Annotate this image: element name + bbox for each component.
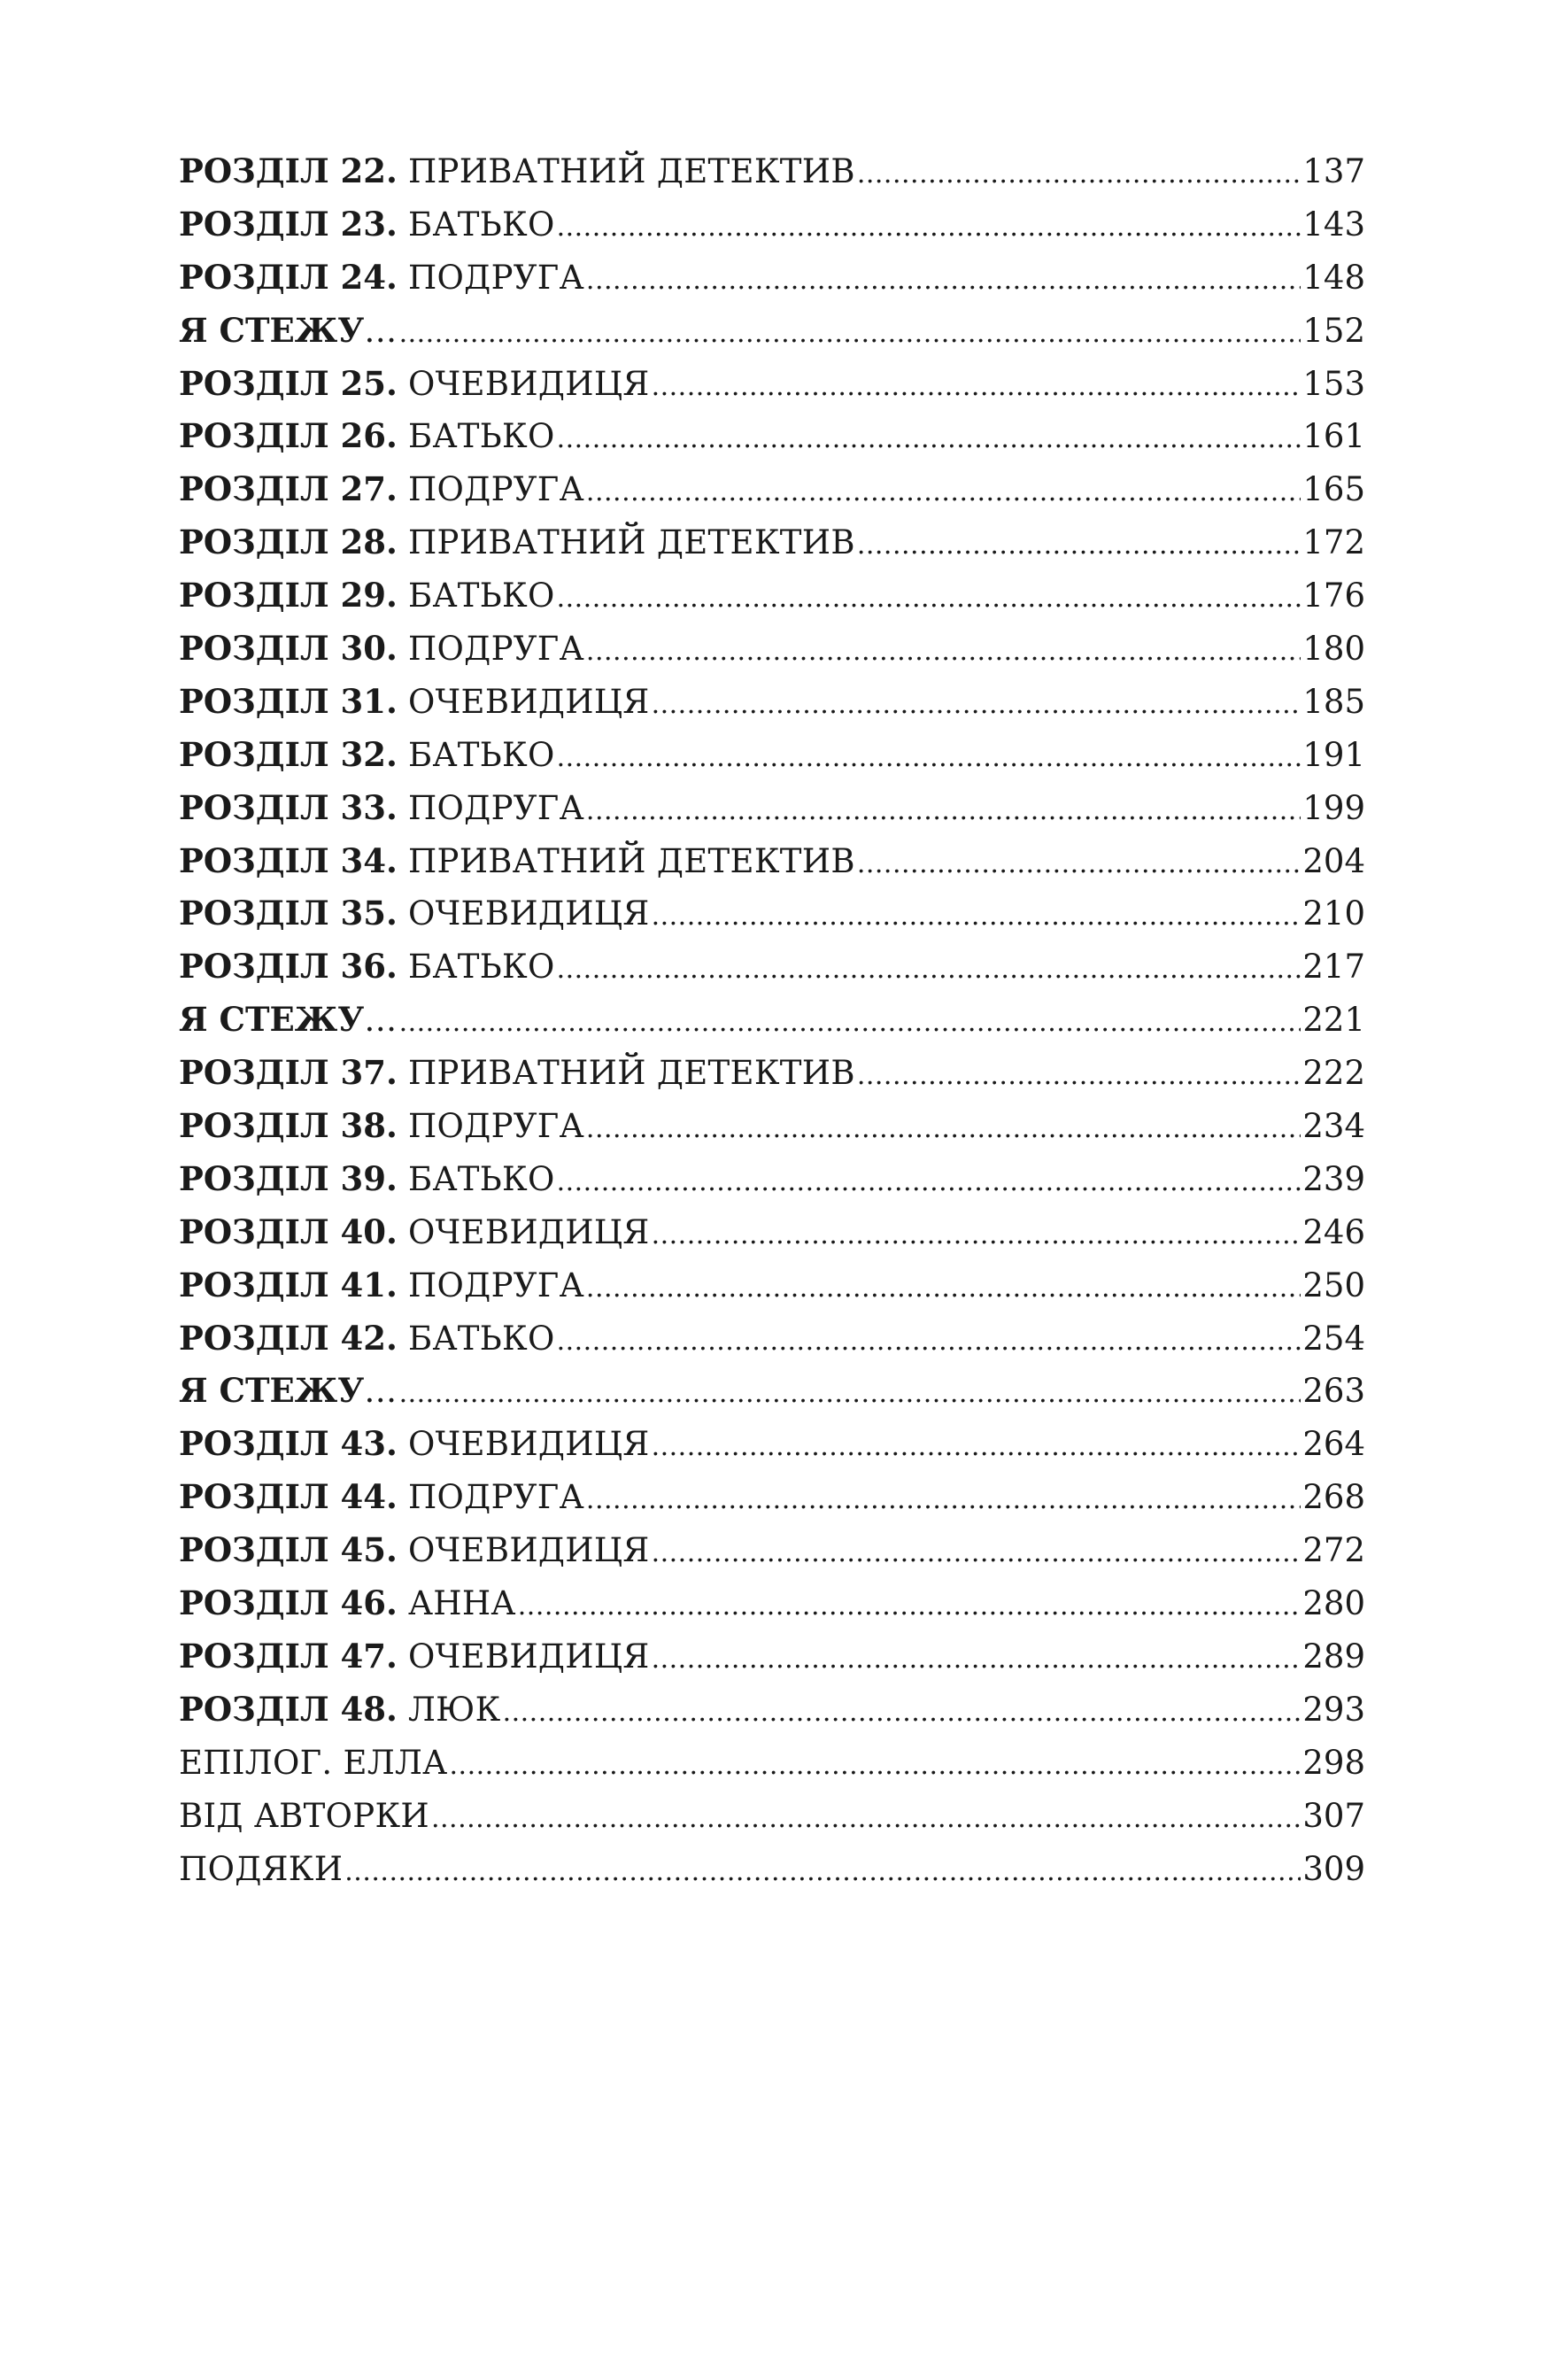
toc-entry-title (179, 1737, 448, 1790)
toc-entry (179, 305, 1365, 358)
toc-entry-title (179, 1683, 501, 1737)
toc-entry-title (179, 887, 650, 940)
toc-page-number: 309 (1302, 1849, 1365, 1888)
toc-dot-leader (399, 996, 1302, 1049)
toc-entry-label: РОЗДІЛ 42. (179, 1318, 398, 1358)
toc-entry-name: ПРИВАТНИЙ ДЕТЕКТИВ (397, 523, 855, 562)
toc-entry-name: ПОДРУГА (397, 1478, 584, 1517)
toc-entry-title (179, 516, 855, 569)
toc-dot-leader (431, 1792, 1301, 1846)
toc-dot-leader (857, 148, 1302, 201)
toc-entry-name: БАТЬКО (397, 948, 555, 987)
toc-entry-name: ОЧЕВИДИЦЯ (397, 682, 650, 721)
toc-entry-label: РОЗДІЛ 29. (179, 576, 398, 615)
toc-entry-title (179, 1471, 584, 1524)
toc-entry-title (179, 410, 555, 463)
toc-dot-leader (857, 838, 1302, 891)
toc-entry (179, 463, 1365, 516)
toc-entry (179, 1418, 1365, 1471)
toc-entry-title (179, 1418, 650, 1471)
toc-entry-title (179, 1843, 343, 1896)
toc-entry (179, 1471, 1365, 1524)
toc-dot-leader (652, 1209, 1302, 1262)
toc-dot-leader (557, 943, 1302, 996)
toc-page-number: 307 (1302, 1796, 1365, 1835)
toc-entry-name: ОЧЕВИДИЦЯ (397, 1637, 650, 1676)
toc-entry (179, 1630, 1365, 1683)
toc-entry-name: ПРИВАТНИЙ ДЕТЕКТИВ (397, 841, 855, 880)
toc-page-number: 148 (1302, 258, 1365, 297)
toc-entry-name: ПРИВАТНИЙ ДЕТЕКТИВ (397, 1054, 855, 1093)
toc-entry-name: ОЧЕВИДИЦЯ (397, 1531, 650, 1570)
toc-dot-leader (557, 201, 1302, 254)
toc-entry-name: БАТЬКО (397, 417, 555, 456)
toc-entry-name: … (364, 1372, 398, 1411)
toc-entry-label: РОЗДІЛ 27. (179, 469, 398, 509)
toc-page-number: 185 (1302, 682, 1365, 721)
toc-entry-name: ПОДРУГА (397, 788, 584, 827)
toc-entry-label: РОЗДІЛ 22. (179, 151, 398, 190)
toc-entry-label: РОЗДІЛ 36. (179, 947, 398, 987)
toc-entry-title (179, 1790, 429, 1843)
toc-entry-label: Я СТЕЖУ (179, 1000, 365, 1040)
toc-page-number: 289 (1302, 1637, 1365, 1676)
toc-page-number: 234 (1302, 1107, 1365, 1146)
toc-page-number: 246 (1302, 1212, 1365, 1251)
toc-entry (179, 1524, 1365, 1577)
toc-page-number: 180 (1302, 630, 1365, 669)
toc-entry-label: РОЗДІЛ 46. (179, 1583, 398, 1623)
toc-page-number: 176 (1302, 577, 1365, 615)
toc-entry-name: БАТЬКО (397, 205, 555, 244)
toc-entry-title (179, 1259, 584, 1312)
toc-entry-label: Я СТЕЖУ (179, 310, 365, 350)
toc-entry-name: ПОДРУГА (397, 1266, 584, 1304)
toc-dot-leader (586, 1262, 1301, 1315)
toc-entry (179, 358, 1365, 411)
toc-dot-leader (586, 785, 1301, 838)
toc-dot-leader (399, 1367, 1302, 1420)
toc-dot-leader (557, 1315, 1302, 1368)
toc-entry (179, 198, 1365, 252)
toc-entry (179, 1047, 1365, 1100)
toc-entry (179, 940, 1365, 994)
toc-entry-name: ОЧЕВИДИЦЯ (397, 1212, 650, 1251)
toc-entry-label: РОЗДІЛ 41. (179, 1265, 398, 1304)
toc-entry-name: ПОДРУГА (397, 630, 584, 669)
toc-entry-label: РОЗДІЛ 37. (179, 1053, 398, 1093)
toc-entry-name: БАТЬКО (397, 735, 555, 774)
toc-entry-label: РОЗДІЛ 33. (179, 787, 398, 827)
toc-entry (179, 410, 1365, 463)
toc-page-number: 210 (1302, 894, 1365, 933)
toc-dot-leader (503, 1686, 1302, 1739)
toc-entry-label: РОЗДІЛ 40. (179, 1211, 398, 1251)
toc-entry-title (179, 1524, 650, 1577)
toc-entry-title (179, 145, 855, 198)
toc-entry-title (179, 305, 398, 358)
toc-entry-name: ПОДРУГА (397, 1107, 584, 1146)
toc-dot-leader (450, 1739, 1302, 1792)
toc-dot-leader (557, 413, 1302, 466)
toc-page-number: 280 (1302, 1584, 1365, 1623)
toc-entry-label: РОЗДІЛ 45. (179, 1530, 398, 1570)
toc-entry (179, 516, 1365, 569)
toc-entry (179, 994, 1365, 1047)
toc-entry (179, 835, 1365, 888)
toc-dot-leader (518, 1580, 1302, 1633)
toc-entry-label: РОЗДІЛ 34. (179, 840, 398, 880)
toc-page-number: 263 (1302, 1372, 1365, 1411)
toc-entry-title (179, 676, 650, 729)
toc-dot-leader (652, 890, 1302, 943)
toc-entry-title (179, 1100, 584, 1153)
toc-entry-name: ПОДРУГА (397, 258, 584, 297)
toc-page-number: 293 (1302, 1690, 1365, 1729)
toc-dot-leader (652, 678, 1302, 731)
toc-entry-label: РОЗДІЛ 48. (179, 1689, 398, 1729)
toc-entry-name: АННА (397, 1584, 516, 1623)
toc-dot-leader (586, 1103, 1301, 1156)
toc-page-number: 222 (1302, 1054, 1365, 1093)
toc-entry-label: Я СТЕЖУ (179, 1371, 365, 1411)
toc-entry (179, 1312, 1365, 1366)
toc-page-number: 165 (1302, 470, 1365, 509)
toc-entry (179, 1790, 1365, 1843)
toc-dot-leader (586, 1474, 1301, 1527)
toc-page-number: 161 (1302, 417, 1365, 456)
toc-entry (179, 676, 1365, 729)
toc-entry-name: ВІД АВТОРКИ (179, 1796, 429, 1835)
toc-entry-name: БАТЬКО (397, 577, 555, 615)
toc-page-number: 172 (1302, 523, 1365, 562)
toc-page-number: 268 (1302, 1478, 1365, 1517)
toc-entry-name: БАТЬКО (397, 1319, 555, 1358)
toc-entry-title (179, 358, 650, 411)
toc-entry-name: … (364, 1001, 398, 1040)
toc-entry-name: ПРИВАТНИЙ ДЕТЕКТИВ (397, 152, 855, 190)
toc-dot-leader (652, 1633, 1302, 1686)
toc-dot-leader (652, 360, 1302, 414)
toc-page-number: 272 (1302, 1531, 1365, 1570)
toc-dot-leader (557, 731, 1302, 785)
toc-entry (179, 569, 1365, 623)
toc-entry-title (179, 1153, 555, 1206)
toc-entry-label: РОЗДІЛ 35. (179, 894, 398, 933)
toc-entry-title (179, 1630, 650, 1683)
toc-page-number: 250 (1302, 1266, 1365, 1304)
toc-entry-name: ПОДЯКИ (179, 1849, 344, 1888)
toc-entry (179, 1365, 1365, 1418)
toc-entry-title (179, 1365, 398, 1418)
toc-entry-name: … (364, 311, 398, 350)
toc-dot-leader (652, 1420, 1302, 1474)
toc-entry-title (179, 940, 555, 994)
toc-entry-title (179, 994, 398, 1047)
toc-dot-leader (399, 307, 1302, 360)
toc-entry-label: РОЗДІЛ 38. (179, 1106, 398, 1146)
toc-entry-title (179, 252, 584, 305)
toc-entry (179, 1259, 1365, 1312)
toc-entry-title (179, 1577, 516, 1630)
toc-entry-name: ОЧЕВИДИЦЯ (397, 364, 650, 403)
toc-entry-name: ОЧЕВИДИЦЯ (397, 1425, 650, 1464)
toc-dot-leader (857, 1049, 1302, 1103)
toc-page-number: 239 (1302, 1159, 1365, 1198)
toc-entry-name: ОЧЕВИДИЦЯ (397, 894, 650, 933)
toc-dot-leader (586, 625, 1301, 678)
toc-entry-title (179, 198, 555, 252)
toc-entry-title (179, 463, 584, 516)
toc-dot-leader (344, 1846, 1301, 1899)
toc-entry (179, 729, 1365, 782)
toc-page-number: 152 (1302, 311, 1365, 350)
toc-entry-label: РОЗДІЛ 23. (179, 204, 398, 244)
toc-dot-leader (857, 519, 1302, 572)
toc-dot-leader (652, 1527, 1302, 1580)
toc-entry-title (179, 1312, 555, 1366)
toc-dot-leader (586, 254, 1301, 307)
toc-entry-label: РОЗДІЛ 31. (179, 681, 398, 721)
toc-entry (179, 1153, 1365, 1206)
toc-entry-title (179, 569, 555, 623)
toc-entry (179, 1737, 1365, 1790)
toc-entry (179, 1206, 1365, 1259)
toc-entry (179, 252, 1365, 305)
toc-entry-title (179, 782, 584, 835)
toc-entry-name: БАТЬКО (397, 1159, 555, 1198)
toc-entry (179, 782, 1365, 835)
toc-page-number: 221 (1302, 1001, 1365, 1040)
toc-entry-label: РОЗДІЛ 43. (179, 1424, 398, 1464)
toc-entry-name: ЕПІЛОГ. ЕЛЛА (179, 1743, 448, 1782)
toc-page-number: 254 (1302, 1319, 1365, 1358)
toc-page-number: 153 (1302, 364, 1365, 403)
toc-page-number: 143 (1302, 205, 1365, 244)
toc-entry-label: РОЗДІЛ 26. (179, 416, 398, 456)
toc-entry (179, 1577, 1365, 1630)
toc-entry-label: РОЗДІЛ 44. (179, 1477, 398, 1517)
toc-entry-label: РОЗДІЛ 30. (179, 629, 398, 669)
toc-page-number: 199 (1302, 788, 1365, 827)
toc-entry (179, 887, 1365, 940)
toc-entry-title (179, 1047, 855, 1100)
toc-page-number: 191 (1302, 735, 1365, 774)
toc-entry (179, 145, 1365, 198)
toc-entry-name: ПОДРУГА (397, 470, 584, 509)
toc-page-number: 264 (1302, 1425, 1365, 1464)
toc-entry-label: РОЗДІЛ 28. (179, 522, 398, 562)
toc-entry (179, 1100, 1365, 1153)
toc-entry-title (179, 1206, 650, 1259)
toc-entry-title (179, 835, 855, 888)
toc-page-number: 298 (1302, 1743, 1365, 1782)
toc-entry-name: ЛЮК (397, 1690, 501, 1729)
toc-dot-leader (557, 572, 1302, 625)
toc-page-number: 217 (1302, 948, 1365, 987)
toc-entry (179, 623, 1365, 676)
toc-dot-leader (557, 1156, 1302, 1209)
toc-page-number: 204 (1302, 841, 1365, 880)
toc-entry-label: РОЗДІЛ 25. (179, 363, 398, 403)
toc-entry-title (179, 623, 584, 676)
toc-entry-label: РОЗДІЛ 47. (179, 1636, 398, 1676)
toc-dot-leader (586, 466, 1301, 519)
toc-entry-label: РОЗДІЛ 24. (179, 257, 398, 297)
toc-entry (179, 1843, 1365, 1896)
toc-entry-label: РОЗДІЛ 39. (179, 1158, 398, 1198)
toc-entry-title (179, 729, 555, 782)
toc-entry (179, 1683, 1365, 1737)
table-of-contents (179, 145, 1365, 1895)
toc-page-number: 137 (1302, 152, 1365, 190)
toc-entry-label: РОЗДІЛ 32. (179, 734, 398, 774)
